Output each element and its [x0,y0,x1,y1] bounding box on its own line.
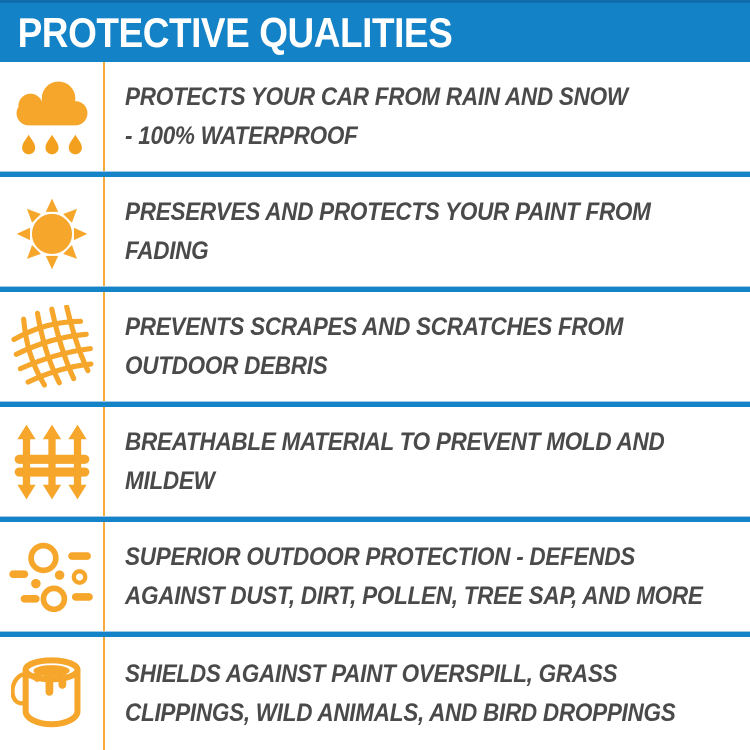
net-icon [0,292,103,401]
feature-line: PROTECTS YOUR CAR FROM RAIN AND SNOW [125,82,628,111]
header-bar [0,0,750,62]
feature-line: FADING [125,236,209,265]
feature-row-waterproof [0,62,750,171]
paint-can-icon [0,637,103,750]
feature-line: SHIELDS AGAINST PAINT OVERSPILL, GRASS [125,659,618,688]
feature-text [105,292,750,401]
feature-text [105,522,750,631]
feature-row-shields [0,637,750,750]
feature-text [105,637,750,750]
page-title: PROTECTIVE QUALITIES [17,8,453,56]
dust-particles-icon [0,522,103,631]
feature-line: BREATHABLE MATERIAL TO PREVENT MOLD AND [125,427,665,456]
feature-row-fading [0,177,750,286]
feature-line: OUTDOOR DEBRIS [125,351,328,380]
feature-line: - 100% WATERPROOF [125,121,358,150]
feature-line: MILDEW [125,466,215,495]
breathable-arrows-icon [0,407,103,516]
rain-cloud-icon [0,62,103,171]
feature-row-breathable [0,407,750,516]
sun-icon [0,177,103,286]
feature-line: PREVENTS SCRAPES AND SCRATCHES FROM [125,312,624,341]
feature-row-outdoor-protection [0,522,750,631]
feature-text [105,62,750,171]
feature-line: AGAINST DUST, DIRT, POLLEN, TREE SAP, AND MORE [125,581,703,610]
feature-line: SUPERIOR OUTDOOR PROTECTION - DEFENDS [125,542,636,571]
feature-row-scratches [0,292,750,401]
feature-text [105,177,750,286]
feature-line: PRESERVES AND PROTECTS YOUR PAINT FROM [125,197,651,226]
feature-line: CLIPPINGS, WILD ANIMALS, AND BIRD DROPPINGS [125,698,676,727]
feature-text [105,407,750,516]
